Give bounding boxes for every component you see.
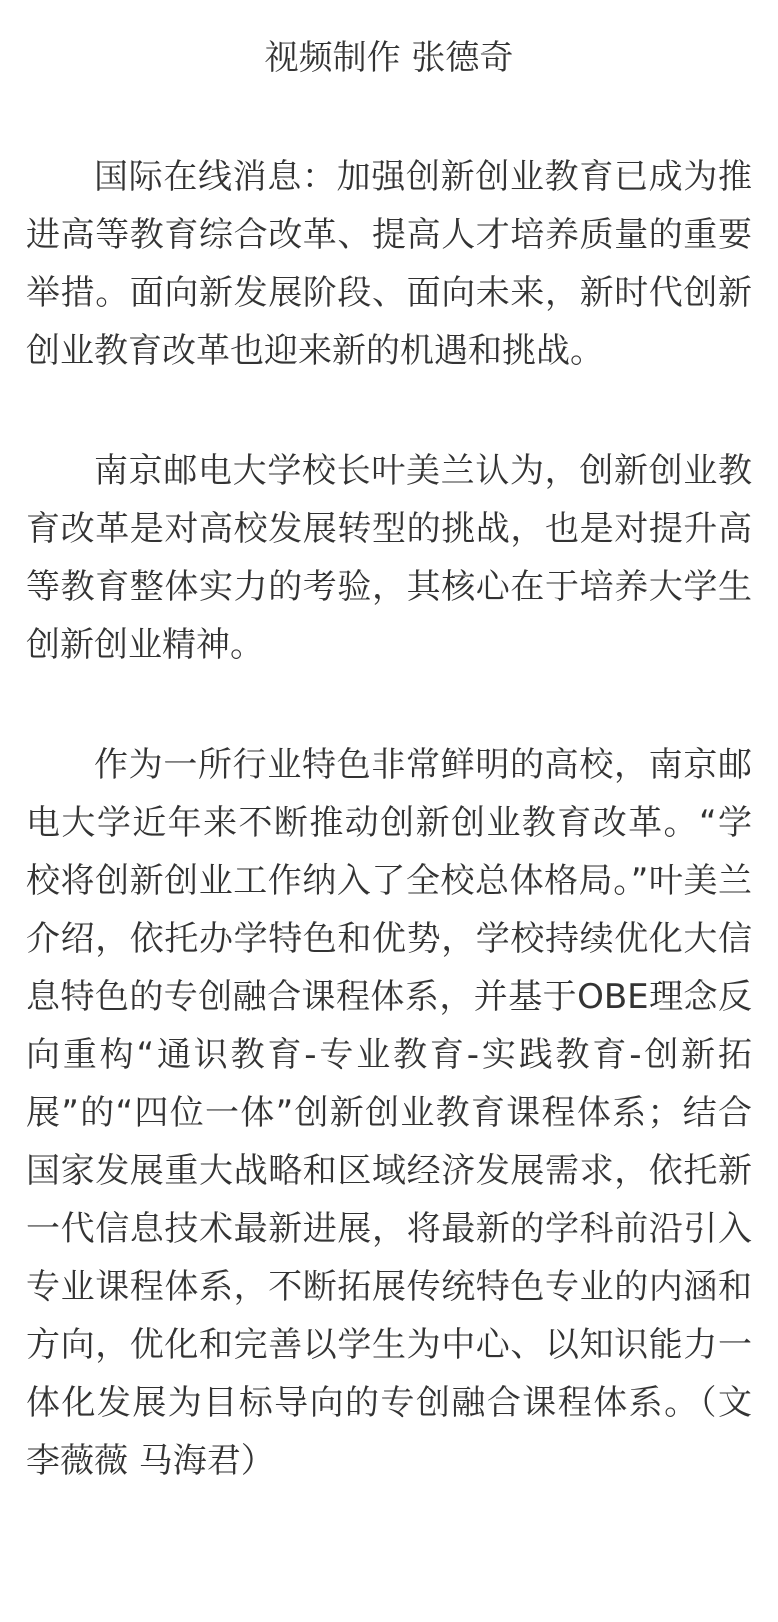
paragraph-president-view: 南京邮电大学校长叶美兰认为，创新创业教育改革是对高校发展转型的挑战，也是对提升高等教育整体实力的考验，其核心在于培养大学生创新创业精神。	[26, 451, 752, 665]
paragraph-intro: 国际在线消息：加强创新创业教育已成为推进高等教育综合改革、提高人才培养质量的重要举措。面向新发展阶段、面向未来，新时代创新创业教育改革也迎来新的机遇和挑战。	[26, 157, 752, 371]
article-body	[26, 30, 752, 1490]
video-credit: 视频制作 张德奇	[264, 38, 514, 78]
paragraph-reform-details: 作为一所行业特色非常鲜明的高校，南京邮电大学近年来不断推动创新创业教育改革。“学校将创新创业工作纳入了全校总体格局。”叶美兰介绍，依托办学特色和优势，学校持续优化大信息特色的专创融合课程体系，并基于OBE理念反向重构“通识教育-专业教育-实践教育-创新拓展”的“四位一体”创新创业教育课程体系；结合国家发展重大战略和区域经济发展需求，依托新一代信息技术最新进展，将最新的学科前沿引入专业课程体系，不断拓展传统特色专业的内涵和方向，优化和完善以学生为中心、以知识能力一体化发展为目标导向的专创融合课程体系。（文 李薇薇 马海君）	[26, 745, 752, 1481]
